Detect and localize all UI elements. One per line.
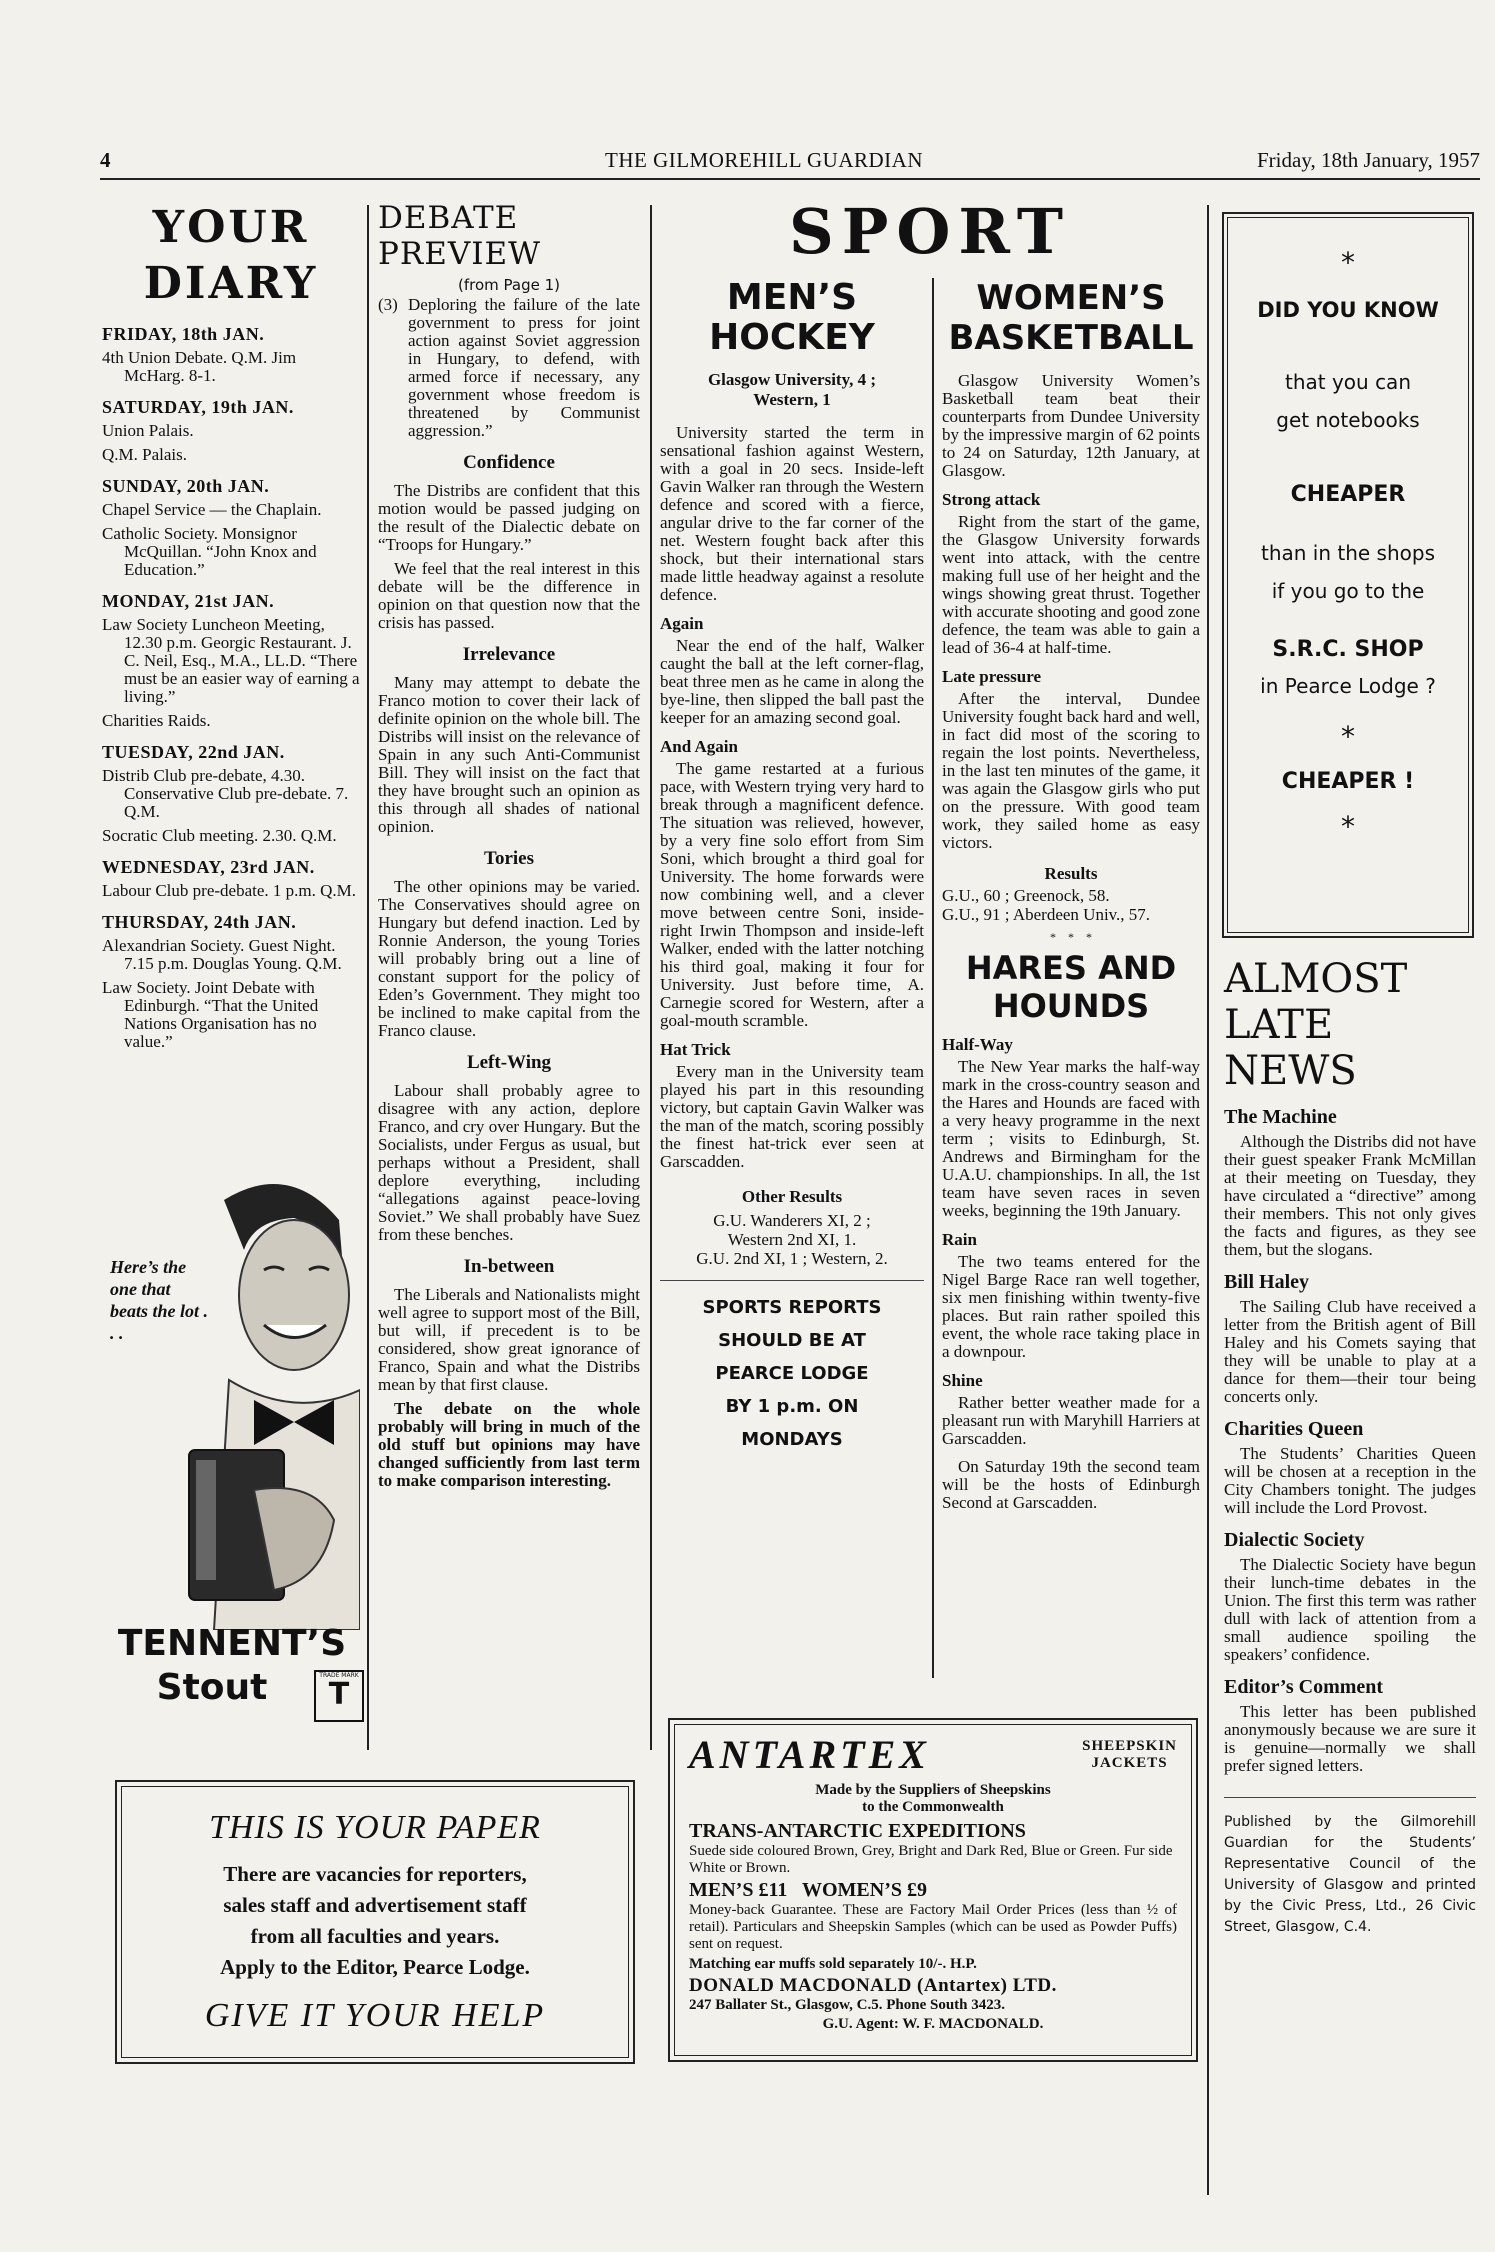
diary-day-heading: SATURDAY, 19th JAN. [102,397,294,417]
issue-date: Friday, 18th January, 1957 [1257,148,1480,172]
antartex-address: 247 Ballater St., Glasgow, C.5. Phone South 3423. [689,1997,1006,2013]
masthead [100,148,1480,178]
result-line: Western 2nd XI, 1. [727,1230,857,1249]
late-news-title: ALMOST LATE NEWS [1224,956,1408,1094]
notebooks-line: in Pearce Lodge ? [1260,674,1436,698]
hockey-paragraph: Every man in the University team played his part in this resounding victory, but captain Gavin Walker was the man of the match, scoring possibly the finest hat-trick ever seen at Garscadden. [660,1062,924,1171]
notice-line: SPORTS REPORTS [702,1297,882,1318]
hockey-lead: University started the term in sensational fashion against Western, with a goal in 20 secs. Inside-left Gavin Walker ran through the Western defence and scored with a fierce, angular drive to the far corner of the net. Western fought back after this shock, but their international stars made little headway against a resolute defence. [660,423,924,604]
diary-day-heading: FRIDAY, 18th JAN. [102,324,265,344]
section-rule [1224,1797,1476,1798]
hares-subheading: Shine [942,1371,983,1390]
diary-entry: Labour Club pre-debate. 1 p.m. Q.M. [102,881,356,900]
stout-tagline: Here’s the one that beats the lot . . . [110,1257,208,1343]
antartex-agent: G.U. Agent: W. F. MACDONALD. [822,2016,1044,2032]
antartex-ad-inner [674,1724,1192,2056]
basketball-title: WOMEN’S BASKETBALL [948,278,1194,358]
basketball-subheading: Late pressure [942,667,1042,686]
antartex-expeditions: TRANS-ANTARCTIC EXPEDITIONS [689,1820,1026,1842]
diary-day-heading: WEDNESDAY, 23rd JAN. [102,857,315,877]
column-rule [1207,205,1209,2195]
antartex-made-by: Made by the Suppliers of Sheepskins to the Commonwealth [815,1782,1051,1815]
basketball-results [942,886,1200,924]
hockey-column [660,278,924,1456]
page-number: 4 [100,148,111,172]
debate-subheading: Irrelevance [462,644,556,665]
debate-sections [378,452,640,1394]
debate-subheading: In-between [463,1256,555,1277]
diary-entry: Law Society. Joint Debate with Edinburgh. “That the United Nations Organisation has no value.” [102,978,319,1051]
debate-title: DEBATE PREVIEW [378,200,541,272]
antartex-ad [668,1718,1198,2062]
your-paper-ad-inner [121,1786,629,2058]
antartex-company: DONALD MACDONALD (Antartex) LTD. [689,1975,1057,1996]
result-line: G.U., 91 ; Aberdeen Univ., 57. [942,905,1151,924]
diary-entry: Charities Raids. [102,711,211,730]
basketball-subheading: Strong attack [942,490,1041,509]
notice-line: BY 1 p.m. ON [725,1396,859,1417]
your-paper-body [122,1859,628,1983]
sports-reports-notice [660,1291,924,1456]
result-line: G.U. Wanderers XI, 2 ; [713,1211,871,1230]
late-news-heading: The Machine [1224,1106,1337,1128]
notice-line: PEARCE LODGE [715,1363,869,1384]
your-paper-footer: GIVE IT YOUR HELP [204,1997,546,2034]
imprint: Published by the Gilmorehill Guardian for the Students’ Representative Council of the University of Glasgow and printed by the Civic Press, Ltd., 26 Civic Street, Glasgow, C.4. [1224,1814,1476,1935]
hockey-paragraph: The game restarted at a furious pace, with Western trying very hard to break through a magnificent defence. The situation was relieved, however, by a very fine solo effort from Sim Soni, which brought a third goal for University. The home forwards were now combining well, and a clever move between centre Soni, inside-right Irwin Thompson and inside-left Walker, ended with the latter notching his third goal, making it four for University. Just before time, A. Carnegie scored for Western, after a goal-mouth scramble. [660,759,924,1030]
hockey-subheading: And Again [660,737,738,756]
antartex-brand: ANTARTEX [689,1732,930,1777]
result-line: G.U., 60 ; Greenock, 58. [942,886,1110,905]
hares-subheading: Rain [942,1230,977,1249]
star-icon: * [1341,246,1355,279]
late-news-items [1224,1106,1476,1775]
diary-entry: Law Society Luncheon Meeting, 12.30 p.m. Georgic Restaurant. J. C. Neil, Esq., M.A., LL.D. “There must be an easier way of earning a living.” [102,615,360,706]
hares-paragraph: The New Year marks the half-way mark in the cross-country season and the Hares and Hounds are faced with a very heavy programme in the next term ; visits to Edinburgh, St. Andrews and Birmingham for the U.A.U. championships. In all, the 1st team have seven races in seven weeks, beginning the 19th January. [942,1057,1200,1220]
diary-entry: Union Palais. [102,421,194,440]
notice-line: SHOULD BE AT [718,1330,866,1351]
diary-days [102,324,360,1051]
hockey-paragraph: Near the end of the half, Walker caught the ball at the left corner-flag, beat three men as he came in along the bye-line, then slipped the ball past the keeper for an amazing second goal. [660,636,924,727]
antartex-product: SHEEPSKIN JACKETS [1082,1737,1177,1771]
antartex-colours: Suede side coloured Brown, Grey, Bright and Dark Red, Blue or Green. Fur side White or Brown. [689,1843,1173,1876]
diary-entry: Catholic Society. Monsignor McQuillan. “John Knox and Education.” [102,524,317,579]
stout-ad [104,1160,360,1720]
notebooks-ad-inner [1227,217,1469,933]
hares-title: HARES AND HOUNDS [965,949,1177,1025]
your-paper-line: There are vacancies for reporters, [223,1862,527,1886]
stout-trademark-logo: TRADE MARK T [314,1670,364,1722]
sport-banner: SPORT [789,195,1071,268]
diary-entry: Chapel Service — the Chaplain. [102,500,322,519]
basketball-results-heading: Results [1044,864,1098,883]
debate-paragraph: Labour shall probably agree to disagree with any action, deplore Franco, and cry over Hungary. But the Socialists, under Fergus as usual, but perhaps without a President, shall deplore everything, including “allegations against peace-loving Soviet.” We shall probably have Suez from these benches. [378,1081,640,1244]
diary-entry: 4th Union Debate. Q.M. Jim McHarg. 8-1. [102,348,297,385]
antartex-prices: MEN’S £11 WOMEN’S £9 [689,1879,927,1901]
notebooks-line: CHEAPER ! [1281,769,1415,794]
hares-paragraph: Rather better weather made for a pleasant run with Maryhill Harriers at Garscadden. [942,1393,1200,1448]
diary-entry: Alexandrian Society. Guest Night. 7.15 p.m. Douglas Young. Q.M. [102,936,342,973]
debate-closing: The debate on the whole probably will bring in much of the old stuff but opinions may have changed sufficiently from last term to make comparison interesting. [378,1399,640,1490]
star-icon: * [1341,720,1355,753]
your-paper-line: Apply to the Editor, Pearce Lodge. [220,1955,530,1979]
basketball-lead: Glasgow University Women’s Basketball team beat their counterparts from Dundee University by the impressive margin of 62 points to 24 on Saturday, 12th January, at Glasgow. [942,371,1200,480]
diary-column [102,200,360,1057]
hockey-other-heading: Other Results [741,1187,843,1206]
debate-paragraph: The Liberals and Nationalists might well agree to support most of the Bill, but will, if precedent is to be considered, show great ignorance of Franco, Spain and what the Distribs mean by that first clause. [378,1285,640,1394]
basketball-sections [942,490,1200,852]
debate-subheading: Left-Wing [466,1052,552,1073]
late-news-paragraph: The Students’ Charities Queen will be chosen at a reception in the City Chambers tonight. The judges will include the Lord Provost. [1224,1444,1476,1517]
notice-line: MONDAYS [741,1429,843,1450]
masthead-rule [100,178,1480,180]
hares-closing: On Saturday 19th the second team will be the hosts of Edinburgh Second at Garscadden. [942,1457,1200,1512]
hockey-score: Glasgow University, 4 ; Western, 1 [707,370,877,409]
late-news-column [1224,956,1476,1938]
column-rule [650,205,652,1750]
debate-subheading: Tories [484,848,534,869]
column-rule [932,278,934,1678]
notebooks-line: get notebooks [1276,408,1420,432]
diary-day-heading: THURSDAY, 24th JAN. [102,912,297,932]
notebooks-line: that you can [1284,370,1411,394]
notebooks-line: DID YOU KNOW [1257,298,1439,322]
section-rule [660,1280,924,1281]
debate-intro: (3) Deploring the failure of the late government to press for joint action against Soviet aggression in Hungary, to defend, with armed force if necessary, any government whose freedom is threatened by Communist aggression.” [378,295,640,440]
antartex-muffs: Matching ear muffs sold separately 10/-. H.P. [689,1956,977,1972]
late-news-paragraph: This letter has been published anonymously because we are sure it is genuine—normally we shall prefer signed letters. [1224,1702,1476,1775]
notebooks-line: S.R.C. SHOP [1272,637,1424,662]
hares-paragraph: The two teams entered for the Nigel Barge Race ran well together, six men finishing within twenty-five places. But rain rather spoiled this event, the whole race taking place in a downpour. [942,1252,1200,1361]
basketball-paragraph: After the interval, Dundee University fought back hard and well, in fact did most of the scoring to regain the lost points. Nevertheless, in the last ten minutes of the game, it was again the Glasgow girls who put on the pressure. With good team work, they sailed home as easy victors. [942,689,1200,852]
star-icon: * [1341,810,1355,843]
notebooks-ad [1222,212,1474,938]
hockey-other-results [660,1211,924,1268]
debate-paragraph: The other opinions may be varied. The Conservatives should agree on Hungary but defend inaction. Led by Ronnie Anderson, the young Tories will probably bring out a line of constant support for the policy of Eden’s Government. They might too be inclined to make capital from the Franco clause. [378,877,640,1040]
notebooks-line: CHEAPER [1290,482,1406,507]
antartex-header [689,1731,1177,1778]
basketball-column [942,278,1200,1512]
late-news-heading: Dialectic Society [1224,1529,1365,1551]
column-rule [367,205,369,1750]
debate-from-page: (from Page 1) [457,276,560,294]
diary-day-heading: TUESDAY, 22nd JAN. [102,742,285,762]
notebooks-line: if you go to the [1271,579,1425,603]
hares-subheading: Half-Way [942,1035,1013,1054]
debate-subheading: Confidence [463,452,555,473]
late-news-heading: Bill Haley [1224,1271,1309,1293]
diary-day-heading: SUNDAY, 20th JAN. [102,476,270,496]
late-news-heading: Editor’s Comment [1224,1676,1384,1698]
late-news-paragraph: The Dialectic Society have begun their lunch-time debates in the Union. The first this term was rather dull with lack of attention from a small audience spoiling the speakers’ confidence. [1224,1555,1476,1664]
diary-entry: Distrib Club pre-debate, 4.30. Conservative Club pre-debate. 7. Q.M. [102,766,349,821]
diary-entry: Q.M. Palais. [102,445,187,464]
newspaper-title: THE GILMOREHILL GUARDIAN [605,148,924,172]
section-stars: * * * [1050,930,1092,944]
debate-column [378,200,640,1490]
hockey-subheading: Hat Trick [660,1040,731,1059]
diary-day-heading: MONDAY, 21st JAN. [102,591,275,611]
late-news-heading: Charities Queen [1224,1418,1364,1440]
antartex-guarantee: Money-back Guarantee. These are Factory Mail Order Prices (less than ½ of retail). Particulars and Sheepskin Samples (which can be used as Powder Puffs) sent on request. [689,1902,1177,1952]
stout-brand: TENNENT’S Stout [117,1623,347,1708]
hockey-title: MEN’S HOCKEY [709,277,875,358]
notebooks-line: than in the shops [1260,541,1436,565]
result-line: G.U. 2nd XI, 1 ; Western, 2. [696,1249,888,1268]
hockey-subheading: Again [660,614,704,633]
late-news-paragraph: The Sailing Club have received a letter from the British agent of Bill Haley and his Comets saying that they will be unable to play at a dance for them—their tour being concerts only. [1224,1297,1476,1406]
debate-paragraph: The Distribs are confident that this motion would be passed judging on the result of the Dialectic debate on “Troops for Hungary.” [378,481,640,554]
your-paper-line: sales staff and advertisement staff [223,1893,527,1917]
debate-paragraph: We feel that the real interest in this debate will be the difference in opinion on that question now that the crisis has passed. [378,559,640,632]
your-paper-line: from all faculties and years. [250,1924,500,1948]
diary-entry: Socratic Club meeting. 2.30. Q.M. [102,826,337,845]
hockey-sections [660,614,924,1171]
your-paper-headline: THIS IS YOUR PAPER [209,1809,541,1846]
hares-sections [942,1035,1200,1448]
basketball-paragraph: Right from the start of the game, the Glasgow University forwards went into attack, with the centre making full use of her height and the wings showing great thrust. Together with accurate shooting and good zone defence, the team was able to gain a lead of 36-4 at half-time. [942,512,1200,657]
debate-paragraph: Many may attempt to debate the Franco motion to cover their lack of definite opinion on the whole bill. The Distribs will insist on the relevance of Spain in any such Anti-Communist Bill. They will insist on the fact that they have brought such an opinion as this through all shades of national opinion. [378,673,640,836]
your-paper-ad [115,1780,635,2064]
diary-title: YOUR DIARY [143,202,319,309]
late-news-paragraph: Although the Distribs did not have their guest speaker Frank McMillan at their meeting on Tuesday, they have circulated a “directive” among their members. This not only gives the facts and figures, as they see them, but the slogans. [1224,1132,1476,1259]
man-with-glass-illustration [104,1160,360,1630]
